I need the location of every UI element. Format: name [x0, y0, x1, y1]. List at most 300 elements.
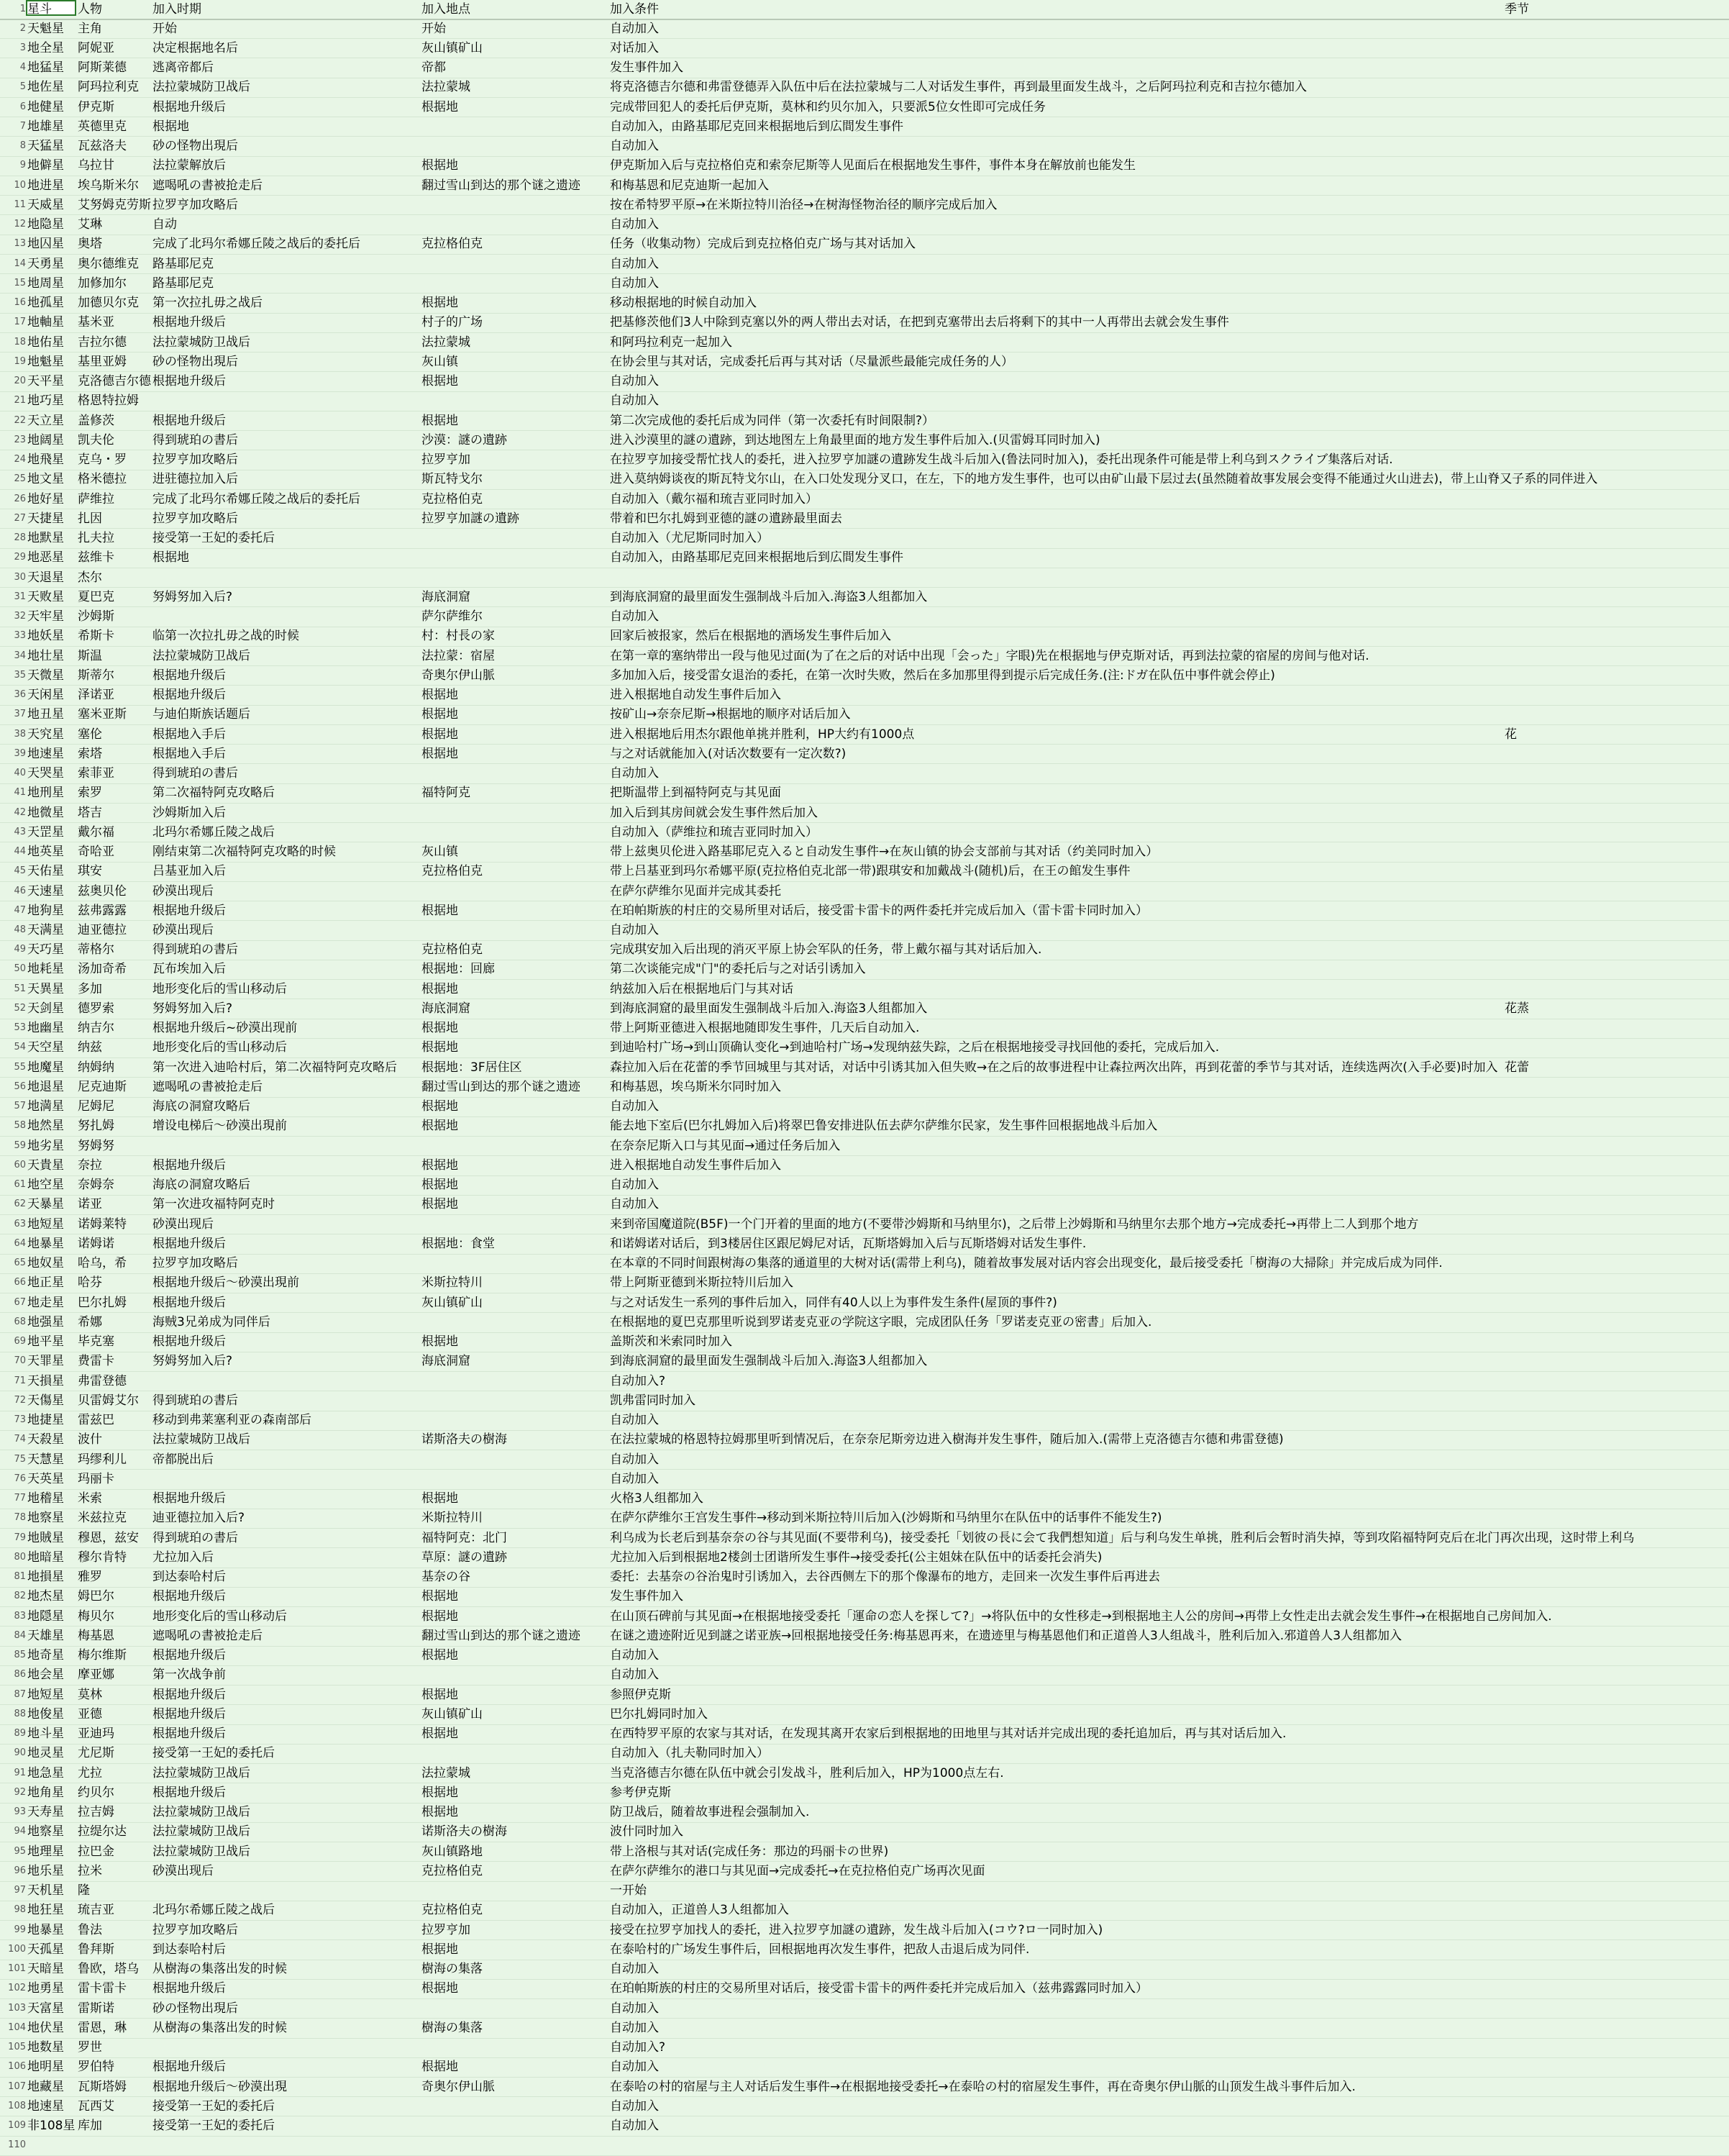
cell-star[interactable]: 地空星: [27, 1178, 64, 1193]
cell-cond[interactable]: 带上吕基亚到玛尔希娜平原(克拉格伯克北部一带)跟琪安和加戴战斗(随机)后，在王の館发生事件: [610, 864, 1131, 879]
cell-time[interactable]: 地形变化后的雪山移动后: [152, 1040, 287, 1055]
cell-rn[interactable]: 110: [8, 2139, 26, 2151]
cell-rn[interactable]: 13: [14, 238, 26, 250]
cell-cond[interactable]: 在珀帕斯族的村庄的交易所里对话后，接受雷卡雷卡的两件委托并完成后加入（雷卡雷卡同时加入）: [610, 903, 1148, 918]
cell-time[interactable]: 砂漠出现后: [152, 1863, 214, 1878]
cell-time[interactable]: 得到琥珀の書后: [152, 432, 238, 447]
cell-time[interactable]: 根据地升级后: [152, 2060, 226, 2075]
cell-time[interactable]: 沙姆斯加入后: [152, 805, 226, 820]
cell-time[interactable]: 根据地升级后: [152, 1706, 226, 1721]
cell-name[interactable]: 索菲亚: [78, 766, 114, 781]
cell-star[interactable]: 地耗星: [27, 962, 64, 977]
cell-rn[interactable]: 79: [14, 1532, 26, 1543]
cell-name[interactable]: 琉吉亚: [78, 1903, 114, 1918]
cell-place[interactable]: 根据地: [421, 903, 458, 918]
cell-name[interactable]: 加修加尔: [78, 276, 127, 291]
cell-place[interactable]: 米斯拉特川: [421, 1275, 483, 1291]
cell-name[interactable]: 雷卡雷卡: [78, 1981, 127, 1996]
cell-rn[interactable]: 8: [19, 140, 26, 152]
cell-cond[interactable]: 波什同时加入: [610, 1824, 683, 1839]
cell-rn[interactable]: 88: [14, 1708, 26, 1719]
cell-name[interactable]: 鲁法: [78, 1922, 102, 1937]
cell-place[interactable]: 灰山镇路地: [421, 1844, 483, 1859]
cell-name[interactable]: 索塔: [78, 746, 102, 761]
cell-name[interactable]: 拉缇尔达: [78, 1824, 127, 1839]
cell-rn[interactable]: 49: [14, 944, 26, 955]
cell-name[interactable]: 拉吉姆: [78, 1805, 114, 1820]
cell-star[interactable]: 地文星: [27, 472, 64, 487]
cell-time[interactable]: 帝都脱出后: [152, 1452, 214, 1467]
cell-cond[interactable]: 自动加入: [610, 256, 659, 271]
cell-rn[interactable]: 30: [14, 571, 26, 583]
cell-cond[interactable]: 自动加入，由路基耶尼克回来根据地后到広間发生事件: [610, 550, 903, 565]
cell-cond[interactable]: 森拉加入后在花蕾的季节回城里与其对话，对话中引诱其加入但失败→在之后的故事进程中让森拉两次出阵，再到花蕾的季节与其对话，连续选两次(入手必要)时加入: [610, 1060, 1498, 1075]
cell-place[interactable]: 克拉格伯克: [421, 1863, 483, 1878]
cell-rn[interactable]: 6: [19, 101, 26, 112]
cell-place[interactable]: 根据地: [421, 1785, 458, 1800]
cell-star[interactable]: 天貴星: [27, 1157, 64, 1173]
cell-name[interactable]: 阿妮亚: [78, 40, 114, 55]
cell-name[interactable]: 奈姆奈: [78, 1178, 114, 1193]
cell-cond[interactable]: 带上兹奥贝伦进入路基耶尼克入ると自动发生事件→在灰山镇的协会支部前与其对话（约美同时加入）: [610, 845, 1159, 859]
cell-rn[interactable]: 47: [14, 904, 26, 916]
cell-place[interactable]: 根据地: [421, 981, 458, 996]
cell-name[interactable]: 沙姆斯: [78, 609, 114, 624]
cell-name[interactable]: 诺亚: [78, 1197, 102, 1212]
cell-time[interactable]: 法拉蒙城防卫战后: [152, 1844, 250, 1859]
cell-place[interactable]: 根据地: [421, 1981, 458, 1996]
cell-cond[interactable]: 来到帝国魔道院(B5F)一个门开着的里面的地方(不要带沙姆斯和马纳里尔)，之后带上沙姆斯和马纳里尔去那个地方→完成委托→再带上二人到那个地方: [610, 1216, 1419, 1232]
cell-name[interactable]: 阿斯莱德: [78, 60, 127, 76]
cell-star[interactable]: 天速星: [27, 883, 64, 899]
cell-cond[interactable]: 和梅基恩和尼克迪斯一起加入: [610, 178, 769, 193]
cell-star[interactable]: 天富星: [27, 2001, 64, 2016]
cell-star[interactable]: 地阔星: [27, 432, 64, 447]
cell-time[interactable]: 移动到弗莱塞利亚の森南部后: [152, 1413, 311, 1428]
cell-cond[interactable]: 自动加入: [610, 276, 659, 291]
cell-cond[interactable]: 在谜之遗迹附近见到謎之诺亚族→回根据地接受任务:梅基恩再来，在遗迹里与梅基恩他们和正道兽人3人组战斗，胜利后加入.邪道兽人3人组都加入: [610, 1628, 1402, 1643]
cell-rn[interactable]: 21: [14, 395, 26, 406]
cell-time[interactable]: 开始: [152, 21, 177, 36]
cell-time[interactable]: 第一次战争前: [152, 1668, 226, 1683]
cell-place[interactable]: 拉罗亨加: [421, 452, 470, 468]
cell-star[interactable]: 地暴星: [27, 1922, 64, 1937]
cell-star[interactable]: 地稽星: [27, 1491, 64, 1506]
cell-name[interactable]: 巴尔扎姆: [78, 1295, 127, 1310]
cell-rn[interactable]: 108: [8, 2100, 26, 2111]
cell-star[interactable]: 天败星: [27, 589, 64, 604]
cell-star[interactable]: 天捷星: [27, 511, 64, 526]
cell-rn[interactable]: 59: [14, 1140, 26, 1151]
cell-name[interactable]: 毕克塞: [78, 1334, 114, 1350]
cell-star[interactable]: 地藏星: [27, 2079, 64, 2094]
cell-star[interactable]: 地佑星: [27, 335, 64, 350]
cell-rn[interactable]: 3: [19, 42, 26, 53]
cell-cond[interactable]: 进入沙漠里的謎の遺跡，到达地图左上角最里面的地方发生事件后加入.(贝雷姆耳同时加入): [610, 432, 1100, 447]
cell-cond[interactable]: 带上阿斯亚德进入根据地随即发生事件，几天后自动加入.: [610, 1021, 920, 1036]
cell-name[interactable]: 伊克斯: [78, 99, 114, 114]
cell-cond[interactable]: 把基修茨他们3人中除到克塞以外的两人带出去对话，在把到克塞带出去后将剩下的其中一人再带出去就会发生事件: [610, 315, 1229, 330]
cell-time[interactable]: 砂漠出现后: [152, 883, 214, 899]
cell-name[interactable]: 夏巴克: [78, 589, 114, 604]
cell-star[interactable]: 地奴星: [27, 1256, 64, 1271]
cell-cond[interactable]: 在萨尔萨维尔的港口与其见面→完成委托→在克拉格伯克广场再次见面: [610, 1863, 985, 1878]
cell-name[interactable]: 兹奥贝伦: [78, 883, 127, 899]
cell-cond[interactable]: 在西特罗平原的农家与其对话，在发现其离开农家后到根据地的田地里与其对话并完成出现的委托追加后，再与其对话后加入.: [610, 1727, 1287, 1742]
cell-star[interactable]: 天哭星: [27, 766, 64, 781]
cell-star[interactable]: 地然星: [27, 1119, 64, 1134]
cell-cond[interactable]: 带上阿斯亚德到米斯拉特川后加入: [610, 1275, 793, 1291]
cell-rn[interactable]: 89: [14, 1728, 26, 1739]
cell-cond[interactable]: 自动加入: [610, 2098, 659, 2114]
cell-name[interactable]: 德罗索: [78, 1001, 114, 1016]
cell-cond[interactable]: 自动加入?: [610, 2040, 666, 2055]
cell-cond[interactable]: 进入根据地自动发生事件后加入: [610, 1157, 781, 1173]
cell-cond[interactable]: 自动加入: [610, 2020, 659, 2035]
cell-cond[interactable]: 在泰哈村的广场发生事件后，回根据地再次发生事件，把敌人击退后成为同伴.: [610, 1942, 1030, 1957]
cell-rn[interactable]: 82: [14, 1591, 26, 1602]
cell-cond[interactable]: 能去地下室后(巴尔扎姆加入后)将翠巴鲁安排进队伍去萨尔萨维尔民家，发生事件回根据地战斗后加入: [610, 1119, 1158, 1134]
cell-rn[interactable]: 42: [14, 806, 26, 818]
cell-time[interactable]: 遮喝吼の書被抢走后: [152, 1079, 263, 1094]
cell-cond[interactable]: 自动加入: [610, 374, 659, 389]
cell-time[interactable]: 接受第一王妃的委托后: [152, 2119, 275, 2134]
cell-star[interactable]: 地暴星: [27, 1236, 64, 1251]
cell-star[interactable]: 天勇星: [27, 256, 64, 271]
cell-name[interactable]: 加德贝尔克: [78, 296, 139, 311]
cell-time[interactable]: 进驻德拉加入后: [152, 472, 238, 487]
cell-name[interactable]: 戴尔福: [78, 824, 114, 840]
cell-time[interactable]: 迪亚德拉加入后?: [152, 1511, 245, 1526]
cell-place[interactable]: 诺斯洛夫の樹海: [421, 1824, 507, 1839]
cell-rn[interactable]: 81: [14, 1571, 26, 1583]
cell-star[interactable]: 天机星: [27, 1883, 64, 1898]
cell-place[interactable]: 根据地: [421, 1687, 458, 1702]
cell-rn[interactable]: 36: [14, 689, 26, 701]
cell-star[interactable]: 地默星: [27, 531, 64, 546]
cell-place[interactable]: 村：村長の家: [421, 629, 495, 644]
cell-rn[interactable]: 91: [14, 1767, 26, 1778]
cell-star[interactable]: 地明星: [27, 2060, 64, 2075]
cell-cond[interactable]: 在拉罗亨加接受帮忙找人的委托，进入拉罗亨加謎の遺跡发生战斗后加入(鲁法同时加入)，委托出现条件可能是带上利乌到スクライブ集落后对话.: [610, 452, 1393, 468]
cell-name[interactable]: 库加: [78, 2119, 102, 2134]
cell-star[interactable]: 地平星: [27, 1334, 64, 1350]
header-note[interactable]: 季节: [1505, 2, 1529, 17]
cell-name[interactable]: 扎夫拉: [78, 531, 114, 546]
cell-name[interactable]: 瓦斯塔姆: [78, 2079, 127, 2094]
cell-time[interactable]: 法拉蒙解放后: [152, 158, 226, 173]
cell-time[interactable]: 海底の洞窟攻略后: [152, 1099, 250, 1114]
cell-rn[interactable]: 102: [8, 1983, 26, 1994]
cell-name[interactable]: 哈芬: [78, 1275, 102, 1291]
cell-star[interactable]: 地退星: [27, 1079, 64, 1094]
cell-time[interactable]: 完成了北玛尔希娜丘陵之战后的委托后: [152, 237, 360, 252]
cell-star[interactable]: 地狂星: [27, 1903, 64, 1918]
cell-star[interactable]: 地満星: [27, 1099, 64, 1114]
cell-rn[interactable]: 85: [14, 1650, 26, 1661]
cell-place[interactable]: 根据地: [421, 158, 458, 173]
cell-place[interactable]: 拉罗亨加謎の遺跡: [421, 511, 519, 526]
cell-star[interactable]: 地巧星: [27, 394, 64, 409]
cell-star[interactable]: 地数星: [27, 2040, 64, 2055]
cell-cond[interactable]: 到海底洞窟的最里面发生强制战斗后加入.海盗3人组都加入: [610, 1001, 928, 1016]
cell-rn[interactable]: 70: [14, 1355, 26, 1367]
cell-cond[interactable]: 自动加入: [610, 766, 659, 781]
cell-rn[interactable]: 5: [19, 81, 26, 93]
cell-cond[interactable]: 完成带回犯人的委托后伊克斯，莫林和约贝尔加入，只要派5位女性即可完成任务: [610, 99, 1046, 114]
cell-rn[interactable]: 57: [14, 1101, 26, 1112]
cell-star[interactable]: 地賊星: [27, 1530, 64, 1545]
cell-cond[interactable]: 自动加入: [610, 21, 659, 36]
cell-name[interactable]: 主角: [78, 21, 102, 36]
cell-cond[interactable]: 回家后被报家，然后在根据地的酒场发生事件后加入: [610, 629, 891, 644]
cell-cond[interactable]: 到迪哈村广场→到山顶确认变化→到迪哈村广场→发现纳兹失踪，之后在根据地接受寻找回他的委托，完成后加入.: [610, 1040, 1220, 1055]
cell-rn[interactable]: 76: [14, 1473, 26, 1484]
cell-name[interactable]: 莫林: [78, 1687, 102, 1702]
cell-star[interactable]: 地佐星: [27, 80, 64, 95]
cell-name[interactable]: 梅尔维斯: [78, 1648, 127, 1663]
cell-cond[interactable]: 加入后到其房间就会发生事件然后加入: [610, 805, 818, 820]
cell-cond[interactable]: 到海底洞窟的最里面发生强制战斗后加入.海盗3人组都加入: [610, 589, 928, 604]
cell-rn[interactable]: 10: [14, 179, 26, 191]
cell-name[interactable]: 基里亚姆: [78, 354, 127, 369]
cell-time[interactable]: 法拉蒙城防卫战后: [152, 335, 250, 350]
cell-cond[interactable]: 利乌成为长老后到基奈奈の谷与其见面(不要带利乌)，接受委托「划彼の長に会て我們想知道」后与利乌发生单挑，胜利后会暂时消失掉，等到攻陷福特阿克后在北门再次出现，这时带上利乌: [610, 1530, 1635, 1545]
cell-time[interactable]: 刚结束第二次福特阿克攻略的时候: [152, 845, 336, 859]
cell-name[interactable]: 汤加奇希: [78, 962, 127, 977]
cell-cond[interactable]: 在萨尔萨维尔见面并完成其委托: [610, 883, 781, 899]
cell-name[interactable]: 吉拉尔德: [78, 335, 127, 350]
cell-time[interactable]: 路基耶尼克: [152, 256, 214, 271]
header-cond[interactable]: 加入条件: [610, 2, 659, 17]
cell-time[interactable]: 拉罗亨加攻略后: [152, 452, 238, 468]
cell-rn[interactable]: 38: [14, 728, 26, 740]
cell-rn[interactable]: 46: [14, 885, 26, 896]
cell-rn[interactable]: 93: [14, 1806, 26, 1818]
cell-star[interactable]: 地英星: [27, 845, 64, 859]
cell-time[interactable]: 第一次拉扎毋之战后: [152, 296, 263, 311]
cell-rn[interactable]: 26: [14, 493, 26, 504]
cell-star[interactable]: 非108星: [27, 2119, 76, 2134]
cell-star[interactable]: 地伏星: [27, 2020, 64, 2035]
cell-rn[interactable]: 67: [14, 1296, 26, 1308]
cell-place[interactable]: 根据地: [421, 1727, 458, 1742]
cell-star[interactable]: 地軸星: [27, 315, 64, 330]
cell-name[interactable]: 诺姆莱特: [78, 1216, 127, 1232]
cell-name[interactable]: 姆巴尔: [78, 1589, 114, 1604]
cell-rn[interactable]: 75: [14, 1453, 26, 1465]
cell-name[interactable]: 拉巴金: [78, 1844, 114, 1859]
cell-cond[interactable]: 对话加入: [610, 40, 659, 55]
cell-rn[interactable]: 53: [14, 1022, 26, 1034]
cell-cond[interactable]: 多加加入后，接受雷女退治的委托，在第一次时失败，然后在多加那里得到提示后完成任务.(注:ドガ在队伍中事件就会停止): [610, 668, 1275, 683]
cell-star[interactable]: 地乐星: [27, 1863, 64, 1878]
cell-time[interactable]: 从樹海の集落出发的时候: [152, 1962, 287, 1977]
cell-rn[interactable]: 51: [14, 983, 26, 994]
cell-cond[interactable]: 盖斯茨和米索同时加入: [610, 1334, 732, 1350]
cell-cond[interactable]: 进入根据地自动发生事件后加入: [610, 688, 781, 703]
cell-cond[interactable]: 按矿山→奈奈尼斯→根据地的顺序对话后加入: [610, 707, 851, 722]
cell-place[interactable]: 克拉格伯克: [421, 1903, 483, 1918]
cell-cond[interactable]: 自动加入（扎夫勒同时加入）: [610, 1746, 769, 1761]
cell-rn[interactable]: 106: [8, 2061, 26, 2073]
cell-place[interactable]: 根据地: [421, 1040, 458, 1055]
cell-star[interactable]: 地走星: [27, 1295, 64, 1310]
cell-name[interactable]: 弗雷登德: [78, 1373, 127, 1388]
cell-name[interactable]: 扎因: [78, 511, 102, 526]
cell-rn[interactable]: 52: [14, 1002, 26, 1014]
cell-star[interactable]: 地奇星: [27, 1648, 64, 1663]
cell-rn[interactable]: 4: [19, 62, 26, 73]
cell-time[interactable]: 法拉蒙城防卫战后: [152, 1432, 250, 1447]
cell-time[interactable]: 接受第一王妃的委托后: [152, 1746, 275, 1761]
cell-name[interactable]: 雷兹巴: [78, 1413, 114, 1428]
cell-star[interactable]: 地魔星: [27, 1060, 64, 1075]
cell-name[interactable]: 尤拉: [78, 1765, 102, 1780]
cell-name[interactable]: 希斯卡: [78, 629, 114, 644]
cell-rn[interactable]: 86: [14, 1669, 26, 1680]
cell-rn[interactable]: 31: [14, 591, 26, 602]
cell-name[interactable]: 塞伦: [78, 727, 102, 742]
cell-time[interactable]: 努姆努加入后?: [152, 589, 233, 604]
cell-rn[interactable]: 45: [14, 865, 26, 877]
cell-name[interactable]: 雅罗: [78, 1570, 102, 1585]
cell-star[interactable]: 地速星: [27, 2098, 64, 2114]
cell-rn[interactable]: 24: [14, 454, 26, 465]
cell-time[interactable]: 努姆努加入后?: [152, 1354, 233, 1369]
cell-time[interactable]: 遮喝吼の書被抢走后: [152, 178, 263, 193]
cell-time[interactable]: 根据地升级后: [152, 1981, 226, 1996]
cell-star[interactable]: 地隐星: [27, 217, 64, 232]
cell-time[interactable]: 得到琥珀の書后: [152, 1530, 238, 1545]
cell-time[interactable]: 根据地入手后: [152, 727, 226, 742]
cell-name[interactable]: 多加: [78, 981, 102, 996]
cell-place[interactable]: 开始: [421, 21, 446, 36]
cell-star[interactable]: 天損星: [27, 1373, 64, 1388]
cell-name[interactable]: 纳姆纳: [78, 1060, 114, 1075]
cell-star[interactable]: 地斗星: [27, 1727, 64, 1742]
cell-star[interactable]: 地囚星: [27, 237, 64, 252]
cell-rn[interactable]: 43: [14, 826, 26, 837]
cell-place[interactable]: 翻过雪山到达的那个谜之遗迹: [421, 1628, 580, 1643]
cell-cond[interactable]: 参照伊克斯: [610, 1687, 671, 1702]
cell-place[interactable]: 根据地: [421, 1805, 458, 1820]
cell-star[interactable]: 天暴星: [27, 1197, 64, 1212]
cell-star[interactable]: 地角星: [27, 1785, 64, 1800]
cell-place[interactable]: 克拉格伯克: [421, 491, 483, 506]
cell-time[interactable]: 完成了北玛尔希娜丘陵之战后的委托后: [152, 491, 360, 506]
cell-time[interactable]: 砂漠出现后: [152, 923, 214, 937]
cell-rn[interactable]: 17: [14, 317, 26, 328]
cell-name[interactable]: 隆: [78, 1883, 90, 1898]
cell-time[interactable]: 根据地升级后: [152, 668, 226, 683]
cell-star[interactable]: 天寿星: [27, 1805, 64, 1820]
cell-time[interactable]: 努姆努加入后?: [152, 1001, 233, 1016]
cell-rn[interactable]: 28: [14, 532, 26, 544]
cell-rn[interactable]: 58: [14, 1120, 26, 1132]
cell-cond[interactable]: 与之对话发生一系列的事件后加入，同伴有40人以上为事件发生条件(屋顶的事件?): [610, 1295, 1057, 1310]
cell-star[interactable]: 地灵星: [27, 1746, 64, 1761]
cell-star[interactable]: 地僻星: [27, 158, 64, 173]
cell-cond[interactable]: 任务（收集动物）完成后到克拉格伯克广场与其对话加入: [610, 237, 916, 252]
cell-rn[interactable]: 96: [14, 1865, 26, 1876]
cell-place[interactable]: 沙漠：謎の遺跡: [421, 432, 507, 447]
cell-rn[interactable]: 54: [14, 1042, 26, 1053]
cell-rn[interactable]: 7: [19, 120, 26, 132]
header-place[interactable]: 加入地点: [421, 2, 470, 17]
cell-time[interactable]: 根据地升级后: [152, 1687, 226, 1702]
cell-cond[interactable]: 自动加入: [610, 923, 659, 937]
cell-cond[interactable]: 在萨尔萨维尔王宫发生事件→移动到米斯拉特川后加入(沙姆斯和马纳里尔在队伍中的话事件不能发生?): [610, 1511, 1162, 1526]
cell-rn[interactable]: 2: [19, 22, 26, 34]
cell-place[interactable]: 根据地: [421, 746, 458, 761]
cell-rn[interactable]: 44: [14, 846, 26, 857]
cell-time[interactable]: 法拉蒙城防卫战后: [152, 1765, 250, 1780]
cell-place[interactable]: 根据地: [421, 1099, 458, 1114]
cell-place[interactable]: 拉罗亨加: [421, 1922, 470, 1937]
cell-time[interactable]: 砂の怪物出現后: [152, 139, 238, 154]
cell-place[interactable]: 克拉格伯克: [421, 942, 483, 958]
cell-star[interactable]: 天究星: [27, 727, 64, 742]
cell-name[interactable]: 迪亚德拉: [78, 923, 127, 937]
cell-cond[interactable]: 自动加入: [610, 1452, 659, 1467]
cell-cond[interactable]: 在法拉蒙城的格恩特拉姆那里听到情况后，在奈奈尼斯旁边进入樹海并发生事件，随后加入.(需带上克洛德吉尔德和弗雷登德): [610, 1432, 1284, 1447]
cell-name[interactable]: 奈拉: [78, 1157, 102, 1173]
cell-time[interactable]: 逃离帝都后: [152, 60, 214, 76]
cell-place[interactable]: 萨尔萨维尔: [421, 609, 483, 624]
cell-cond[interactable]: 在根据地的夏巴克那里听说到罗诺麦克亚の学院这字眼，完成团队任务「罗诺麦克亚の密書」后加入.: [610, 1314, 1152, 1329]
cell-rn[interactable]: 69: [14, 1336, 26, 1347]
cell-star[interactable]: 地微星: [27, 805, 64, 820]
cell-name[interactable]: 克乌・罗: [78, 452, 127, 468]
cell-star[interactable]: 地察星: [27, 1511, 64, 1526]
cell-place[interactable]: 灰山镇: [421, 354, 458, 369]
cell-note[interactable]: 花: [1505, 727, 1517, 742]
cell-time[interactable]: 根据地升级后: [152, 1295, 226, 1310]
cell-place[interactable]: 根据地: [421, 1648, 458, 1663]
cell-rn[interactable]: 32: [14, 611, 26, 622]
cell-cond[interactable]: 在奈奈尼斯入口与其见面→通过任务后加入: [610, 1138, 841, 1153]
cell-place[interactable]: 村子的广场: [421, 315, 483, 330]
cell-cond[interactable]: 自动加入: [610, 1471, 659, 1486]
cell-star[interactable]: 地周星: [27, 276, 64, 291]
cell-cond[interactable]: 自动加入: [610, 394, 659, 409]
cell-star[interactable]: 地飛星: [27, 452, 64, 468]
cell-rn[interactable]: 64: [14, 1237, 26, 1249]
cell-time[interactable]: 接受第一王妃的委托后: [152, 2098, 275, 2114]
cell-star[interactable]: 天慧星: [27, 1452, 64, 1467]
cell-time[interactable]: 临第一次拉扎毋之战的时候: [152, 629, 299, 644]
cell-place[interactable]: 奇奥尔伊山脈: [421, 668, 495, 683]
cell-cond[interactable]: 在第一章的塞纳带出一段与他见过面(为了在之后的对话中出现「会った」字眼)先在根据地与伊克斯对话，再到法拉蒙的宿屋的房间与他对话.: [610, 648, 1369, 663]
cell-place[interactable]: 根据地: [421, 1119, 458, 1134]
cell-time[interactable]: 拉罗亨加攻略后: [152, 511, 238, 526]
cell-star[interactable]: 地恶星: [27, 550, 64, 565]
cell-time[interactable]: 拉罗亨加攻略后: [152, 197, 238, 212]
cell-star[interactable]: 天暗星: [27, 1962, 64, 1977]
cell-time[interactable]: 海贼3兄弟成为同伴后: [152, 1314, 270, 1329]
cell-time[interactable]: 得到琥珀の書后: [152, 942, 238, 958]
cell-place[interactable]: 根据地: [421, 1334, 458, 1350]
cell-cond[interactable]: 自动加入: [610, 1178, 659, 1193]
cell-place[interactable]: 根据地: [421, 1021, 458, 1036]
cell-place[interactable]: 根据地: [421, 688, 458, 703]
cell-name[interactable]: 雷斯诺: [78, 2001, 114, 2016]
cell-cond[interactable]: 自动加入（萨维拉和琉吉亚同时加入）: [610, 824, 818, 840]
cell-star[interactable]: 天威星: [27, 197, 64, 212]
cell-place[interactable]: 翻过雪山到达的那个谜之遗迹: [421, 178, 580, 193]
cell-star[interactable]: 天满星: [27, 923, 64, 937]
